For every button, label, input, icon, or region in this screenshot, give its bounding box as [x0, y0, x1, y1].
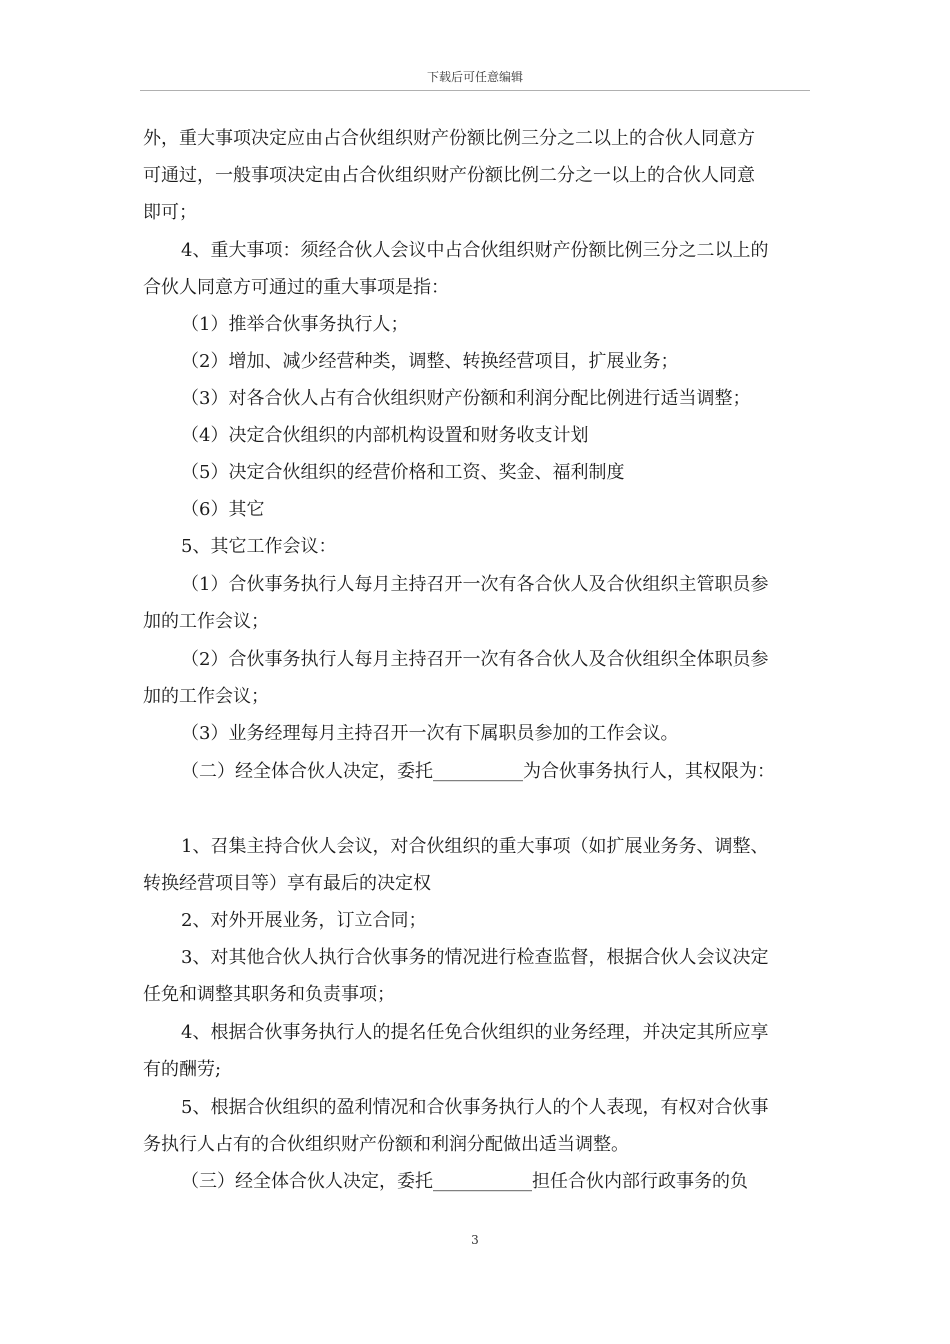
text-line: 3、对其他合伙人执行合伙事务的情况进行检查监督，根据合伙人会议决定 — [181, 947, 769, 968]
text-line: 有的酬劳; — [143, 1059, 222, 1080]
text-line: 4、根据合伙事务执行人的提名任免合伙组织的业务经理，并决定其所应享 — [181, 1022, 769, 1043]
text-line: （3）业务经理每月主持召开一次有下属职员参加的工作会议。 — [181, 723, 679, 744]
text-line: 5、根据合伙组织的盈利情况和合伙事务执行人的个人表现，有权对合伙事 — [181, 1097, 769, 1118]
text-line: （三）经全体合伙人决定，委托___________担任合伙内部行政事务的负 — [181, 1171, 748, 1192]
page-number: 3 — [471, 1233, 479, 1247]
text-line: 任免和调整其职务和负责事项； — [143, 984, 395, 1005]
text-line: （6）其它 — [181, 499, 265, 520]
text-line: 转换经营项目等）享有最后的决定权 — [143, 873, 431, 894]
text-line: （二）经全体合伙人决定，委托__________为合伙事务执行人，其权限为： — [181, 761, 775, 782]
text-line: （2）合伙事务执行人每月主持召开一次有各合伙人及合伙组织全体职员参 — [181, 649, 769, 670]
text-line: （1）合伙事务执行人每月主持召开一次有各合伙人及合伙组织主管职员参 — [181, 574, 769, 595]
text-line: 2、对外开展业务，订立合同； — [181, 910, 427, 931]
text-line: 务执行人占有的合伙组织财产份额和利润分配做出适当调整。 — [143, 1134, 629, 1155]
text-line: 5、其它工作会议： — [181, 536, 337, 557]
text-line: 加的工作会议； — [143, 686, 269, 707]
text-line: （1）推举合伙事务执行人； — [181, 314, 409, 335]
page-header: 下载后可任意编辑 — [426, 70, 523, 84]
text-line: 合伙人同意方可通过的重大事项是指： — [143, 277, 449, 298]
text-line: （4）决定合伙组织的内部机构设置和财务收支计划 — [181, 425, 589, 446]
text-line: 4、重大事项：须经合伙人会议中占合伙组织财产份额比例三分之二以上的 — [181, 240, 769, 261]
text-line: 可通过，一般事项决定由占合伙组织财产份额比例二分之一以上的合伙人同意 — [143, 165, 755, 186]
header-divider — [140, 90, 810, 91]
text-line: 外，重大事项决定应由占合伙组织财产份额比例三分之二以上的合伙人同意方 — [143, 128, 755, 149]
text-line: （3）对各合伙人占有合伙组织财产份额和利润分配比例进行适当调整； — [181, 388, 751, 409]
text-line: 即可； — [143, 202, 197, 223]
text-line: （2）增加、减少经营种类，调整、转换经营项目，扩展业务； — [181, 351, 679, 372]
text-line: 加的工作会议； — [143, 611, 269, 632]
text-line: （5）决定合伙组织的经营价格和工资、奖金、福利制度 — [181, 462, 625, 483]
text-line: 1、召集主持合伙人会议，对合伙组织的重大事项（如扩展业务务、调整、 — [181, 836, 769, 857]
